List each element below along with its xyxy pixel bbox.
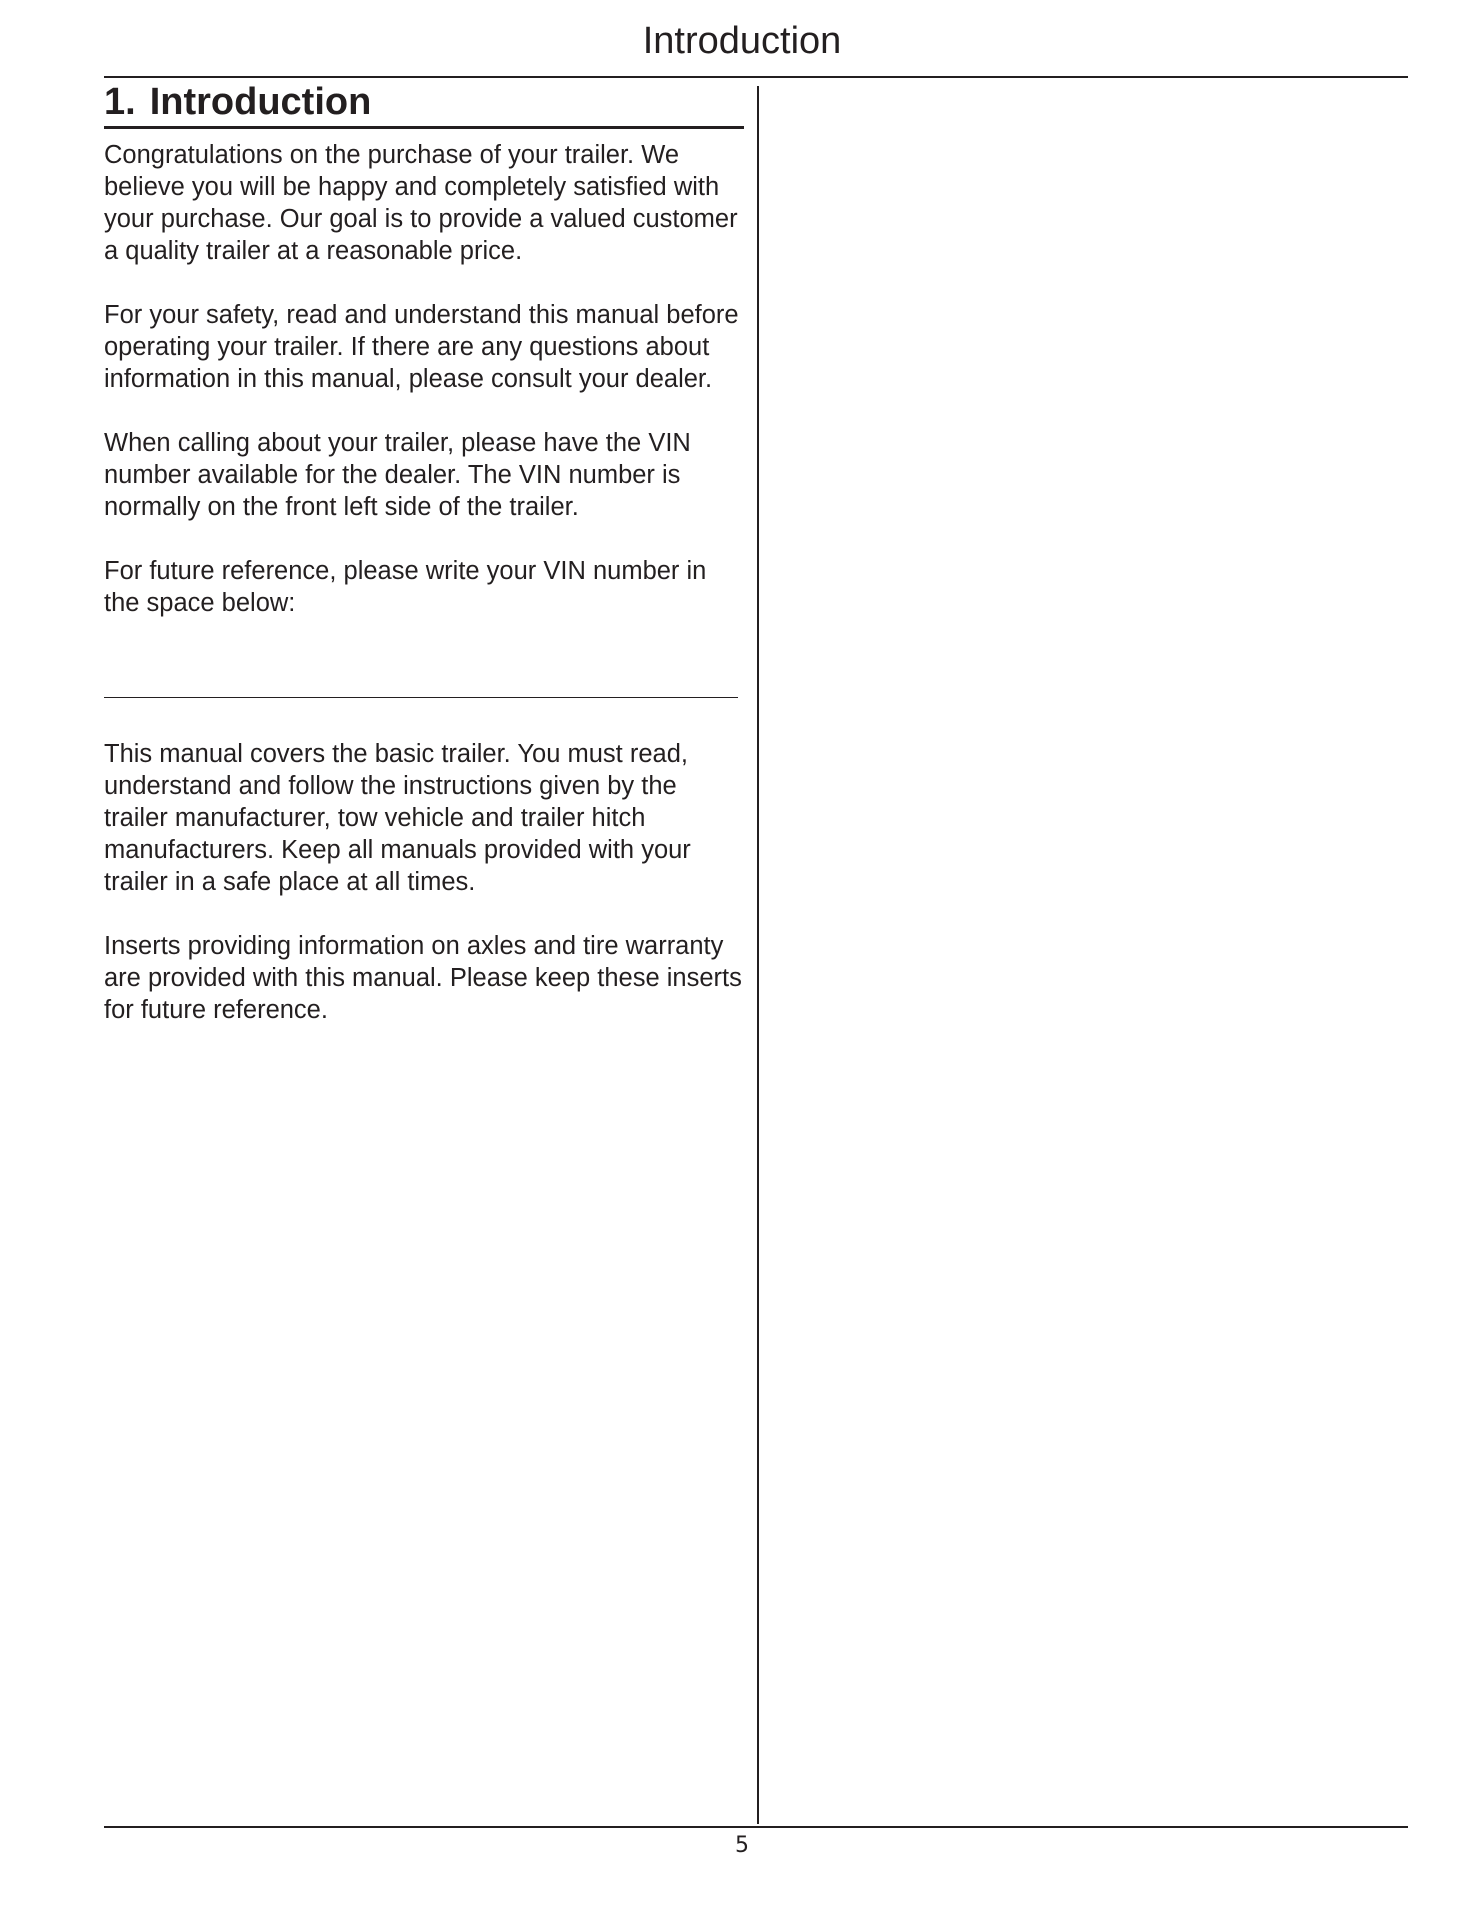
vin-write-in-line	[104, 697, 738, 700]
paragraph-vin-calling: When calling about your trailer, please have the VIN number available for the dealer. The VIN number is normally on the front left side of the trailer.	[104, 429, 691, 521]
paragraph-congratulations: Congratulations on the purchase of your trailer. We believe you will be happy and completely satisfied with your purchase. Our goal is to provide a valued customer a quality trailer at a reasonable price.	[104, 141, 738, 265]
section-heading	[104, 78, 744, 129]
paragraph-inserts: Inserts providing information on axles and tire warranty are provided with this manual. Please keep these inserts for future reference.	[104, 932, 742, 1024]
page-number: 5	[735, 1833, 749, 1858]
column-divider	[757, 86, 759, 1824]
paragraph-vin-reference: For future reference, please write your VIN number in the space below:	[104, 557, 707, 617]
left-column	[104, 78, 744, 1058]
footer-rule	[104, 1826, 1408, 1828]
section-number: 1.	[104, 81, 136, 123]
paragraph-safety: For your safety, read and understand this manual before operating your trailer. If there are any questions about information in this manual, please consult your dealer.	[104, 301, 739, 393]
paragraph-manual-coverage: This manual covers the basic trailer. You must read, understand and follow the instructions given by the trailer manufacturer, tow vehicle and trailer hitch manufacturers. Keep all manuals provided with your trailer in a safe place at all times.	[104, 740, 691, 896]
running-header-title: Introduction	[642, 20, 842, 62]
section-title: Introduction	[149, 81, 372, 123]
section-body	[104, 139, 744, 1026]
